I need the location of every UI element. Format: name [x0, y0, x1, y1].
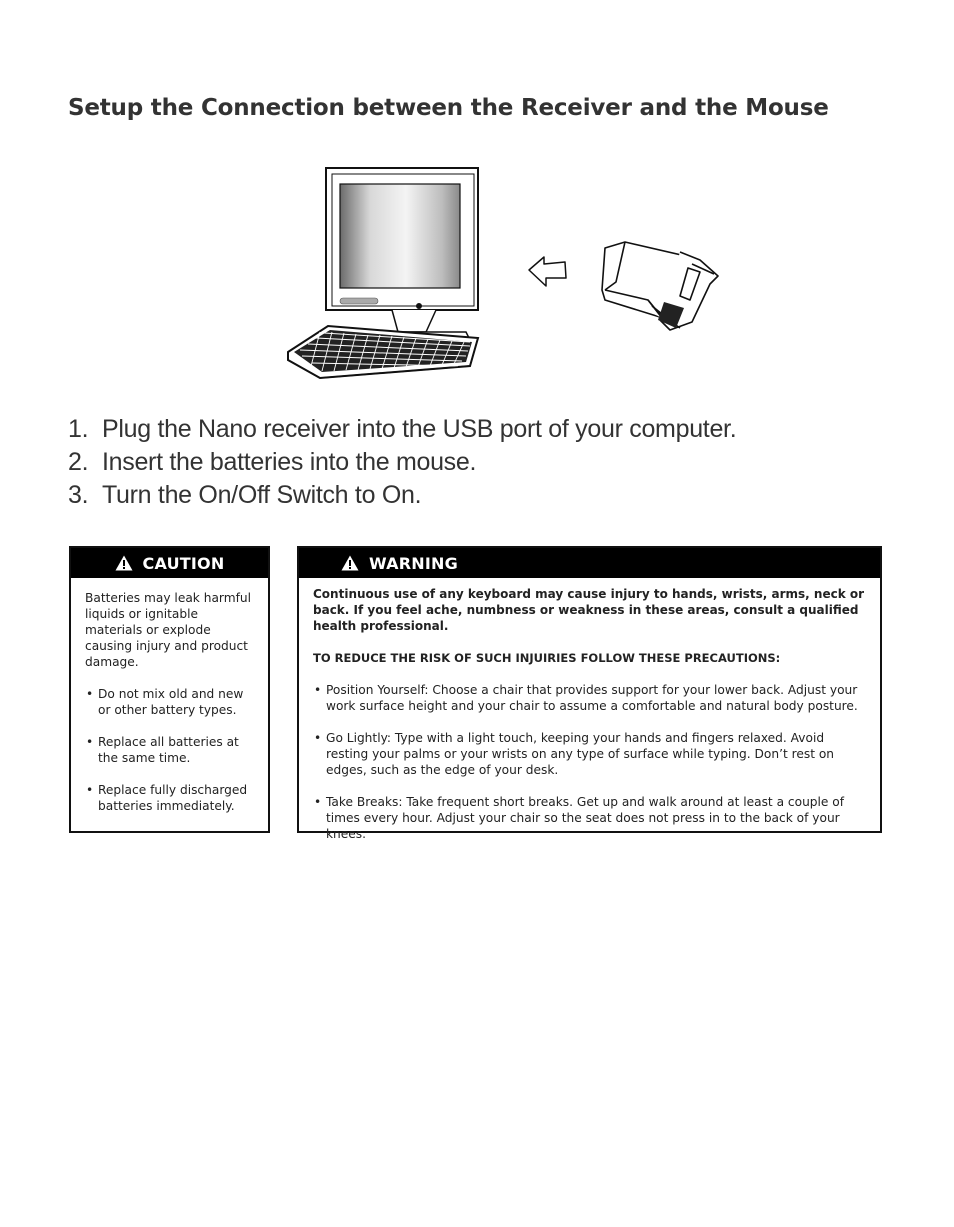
list-item: • Position Yourself: Choose a chair that provides support for your lower back. Adjust your work surface height and your chair to assume a comfortable and natural body posture. — [313, 682, 866, 714]
warning-intro: Continuous use of any keyboard may cause injury to hands, wrists, arms, neck or back. If you feel ache, numbness or weakness in these areas, consult a qualified health professional. — [313, 587, 865, 633]
list-item — [68, 447, 736, 480]
page-title: Setup the Connection between the Receiver and the Mouse — [68, 95, 829, 121]
list-item: • Replace all batteries at the same time. — [85, 734, 258, 766]
caution-intro: Batteries may leak harmful liquids or ignitable materials or explode causing injury and product damage. — [85, 591, 251, 669]
list-item: • Take Breaks: Take frequent short breaks. Get up and walk around at least a couple of times every hour. Adjust your chair so the seat does not press in to the back of your knees. — [313, 794, 866, 842]
warning-triangle-icon — [115, 555, 133, 571]
list-item: • Do not mix old and new or other battery types. — [85, 686, 258, 718]
setup-steps-list — [68, 414, 736, 513]
connection-illustration — [280, 160, 730, 385]
step-number: 3. — [68, 481, 89, 509]
warning-box — [297, 546, 882, 841]
warning-body — [299, 578, 880, 842]
caution-body — [71, 578, 268, 814]
list-item: • Go Lightly: Type with a light touch, keeping your hands and fingers relaxed. Avoid resting your palms or your wrists on any type of surface while typing. Don’t rest on edges, such as the edge of your desk. — [313, 730, 866, 778]
precautions-heading: TO REDUCE THE RISK OF SUCH INJUIRIES FOLLOW THESE PRECAUTIONS: — [313, 651, 781, 665]
step-text: Insert the batteries into the mouse. — [102, 448, 477, 476]
step-text: Plug the Nano receiver into the USB port of your computer. — [102, 415, 737, 443]
step-text: Turn the On/Off Switch to On. — [102, 481, 422, 509]
list-item — [68, 414, 736, 447]
caution-heading: CAUTION — [142, 553, 225, 573]
warning-header — [299, 548, 880, 578]
warning-triangle-icon — [341, 555, 359, 571]
step-number: 1. — [68, 415, 89, 443]
caution-bullets — [85, 686, 258, 814]
warning-heading: WARNING — [369, 553, 458, 573]
list-item — [68, 480, 736, 513]
arrow-left-icon — [529, 257, 566, 286]
warning-bullets — [313, 682, 866, 842]
list-item: • Replace fully discharged batteries immediately. — [85, 782, 258, 814]
step-number: 2. — [68, 448, 89, 476]
caution-header — [71, 548, 268, 578]
computer-monitor-keyboard-icon — [288, 168, 478, 378]
caution-box — [69, 546, 270, 833]
nano-receiver-icon — [602, 242, 718, 330]
